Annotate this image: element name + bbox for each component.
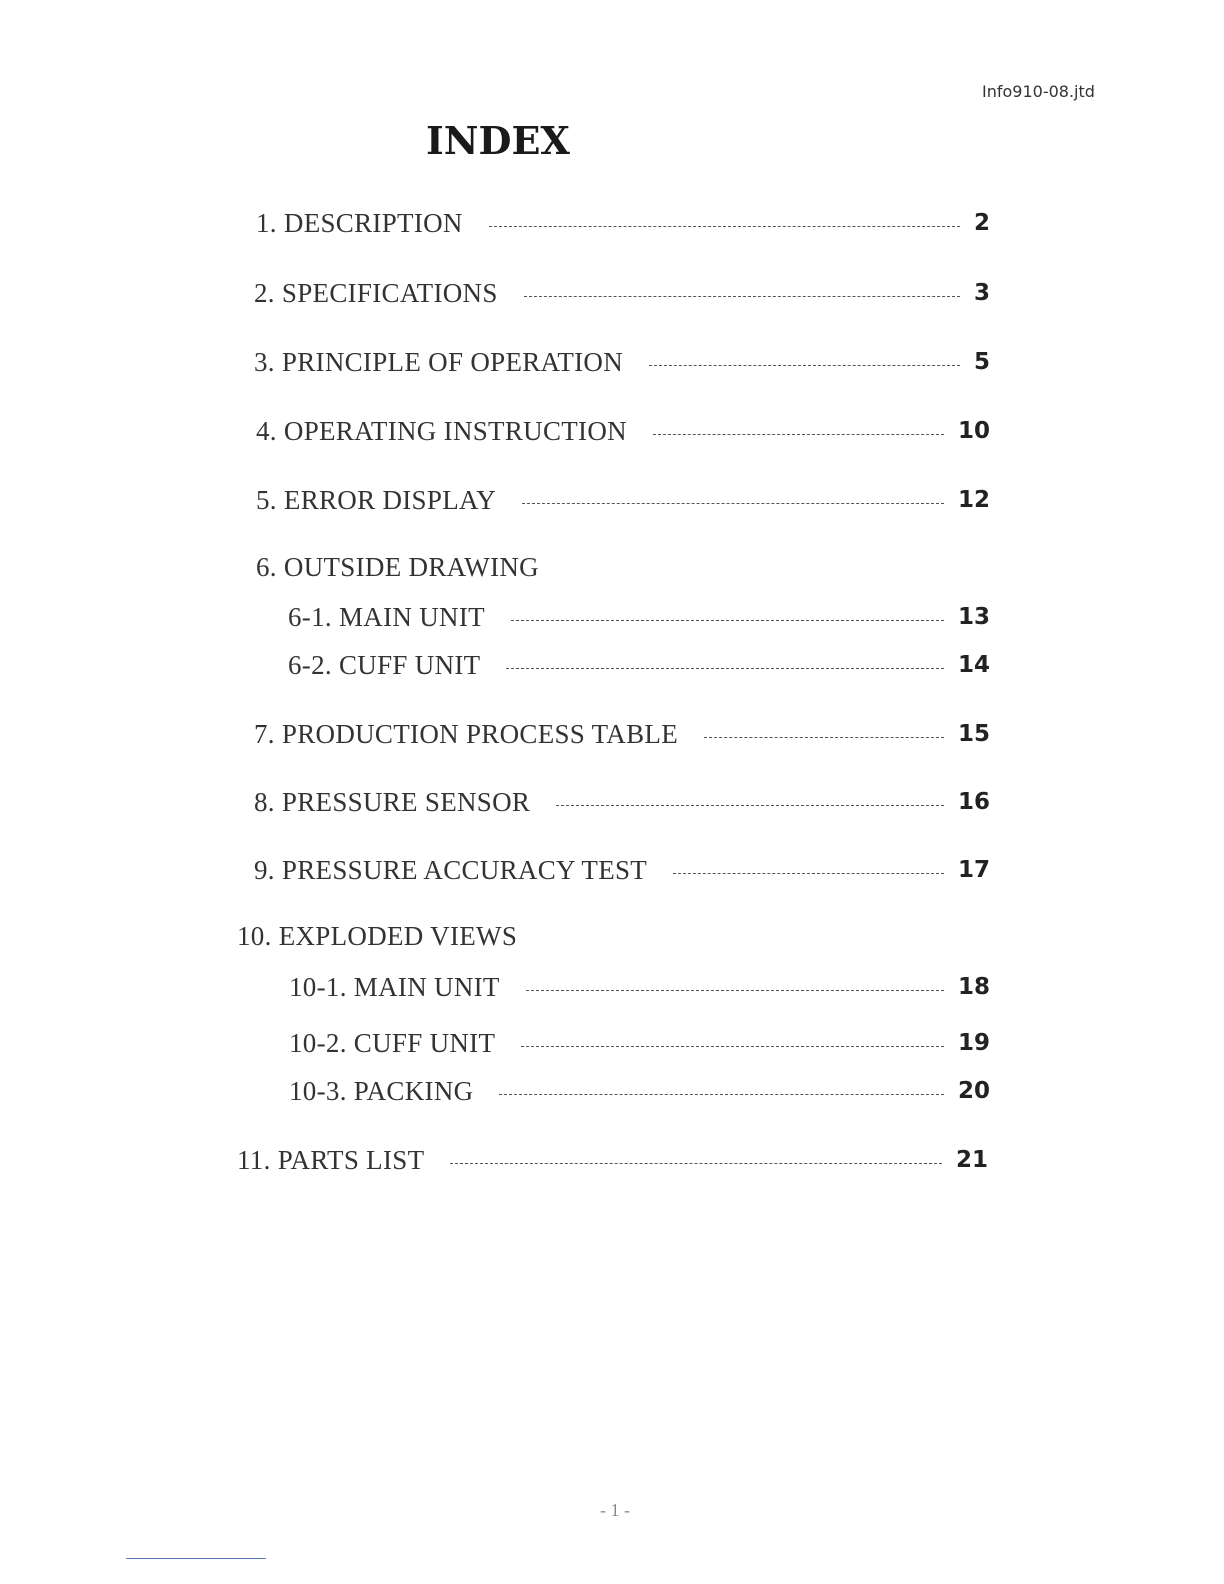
- toc-entry-page: 20: [957, 1078, 990, 1104]
- toc-entry-page: 5: [973, 349, 990, 375]
- toc-entry-page: 15: [957, 721, 990, 747]
- toc-entry-label: 10-3. PACKING: [289, 1075, 474, 1106]
- toc-entry-exploded-packing: [289, 1074, 990, 1108]
- toc-entry-page: 12: [957, 487, 990, 513]
- toc-entry-label: 7. PRODUCTION PROCESS TABLE: [254, 718, 679, 749]
- toc-entry-label: 6-1. MAIN UNIT: [288, 601, 485, 632]
- toc-leader-dots: [653, 434, 944, 435]
- toc-leader-dots: [506, 668, 944, 669]
- toc-entry-outside-cuff-unit: [288, 648, 990, 682]
- toc-entry-page: 18: [957, 974, 990, 1000]
- toc-leader-dots: [526, 990, 944, 991]
- toc-entry-operating-instruction: [256, 414, 990, 448]
- toc-leader-dots: [556, 805, 944, 806]
- toc-entry-label: 6-2. CUFF UNIT: [288, 649, 481, 680]
- toc-entry-label: 11. PARTS LIST: [237, 1144, 425, 1175]
- toc-entry-description: [256, 206, 990, 240]
- page-title: INDEX: [426, 118, 570, 163]
- toc-entry-label: 3. PRINCIPLE OF OPERATION: [254, 346, 624, 377]
- toc-section-exploded-views: 10. EXPLODED VIEWS: [237, 921, 518, 951]
- toc-entry-outside-main-unit: [288, 600, 990, 634]
- toc-leader-dots: [673, 873, 944, 874]
- toc-entry-label: 10-1. MAIN UNIT: [289, 971, 500, 1002]
- toc-entry-pressure-sensor: [254, 785, 990, 819]
- toc-entry-page: 2: [973, 210, 990, 236]
- toc-entry-exploded-cuff-unit: [289, 1026, 990, 1060]
- toc-entry-label: 1. DESCRIPTION: [256, 207, 463, 238]
- toc-leader-dots: [524, 296, 960, 297]
- toc-section-outside-drawing: 6. OUTSIDE DRAWING: [256, 552, 539, 582]
- toc-entry-principle-of-operation: [254, 345, 990, 379]
- toc-leader-dots: [511, 620, 944, 621]
- toc-leader-dots: [521, 1046, 944, 1047]
- toc-leader-dots: [450, 1163, 942, 1164]
- toc-leader-dots: [489, 226, 960, 227]
- toc-entry-page: 13: [957, 604, 990, 630]
- bottom-rule: [126, 1558, 266, 1559]
- toc-entry-label: 10-2. CUFF UNIT: [289, 1027, 496, 1058]
- toc-leader-dots: [522, 503, 944, 504]
- page-number: - 1 -: [600, 1500, 630, 1520]
- toc-leader-dots: [704, 737, 944, 738]
- toc-entry-page: 14: [957, 652, 990, 678]
- toc-leader-dots: [499, 1094, 944, 1095]
- toc-entry-page: 16: [957, 789, 990, 815]
- toc-entry-page: 21: [955, 1147, 988, 1173]
- file-reference: Info910-08.jtd: [982, 82, 1095, 101]
- toc-entry-label: 5. ERROR DISPLAY: [256, 484, 497, 515]
- toc-leader-dots: [649, 365, 960, 366]
- toc-entry-label: 8. PRESSURE SENSOR: [254, 786, 531, 817]
- toc-entry-label: 4. OPERATING INSTRUCTION: [256, 415, 627, 446]
- toc-entry-error-display: [256, 483, 990, 517]
- toc-entry-specifications: [254, 276, 990, 310]
- toc-entry-exploded-main-unit: [289, 970, 990, 1004]
- toc-entry-pressure-accuracy-test: [254, 853, 990, 887]
- toc-entry-production-process-table: [254, 717, 990, 751]
- toc-entry-page: 19: [957, 1030, 990, 1056]
- toc-entry-page: 3: [973, 280, 990, 306]
- toc-entry-page: 10: [957, 418, 990, 444]
- toc-entry-label: 2. SPECIFICATIONS: [254, 277, 498, 308]
- toc-entry-label: 9. PRESSURE ACCURACY TEST: [254, 854, 648, 885]
- toc-entry-parts-list: [237, 1143, 988, 1177]
- toc-entry-page: 17: [957, 857, 990, 883]
